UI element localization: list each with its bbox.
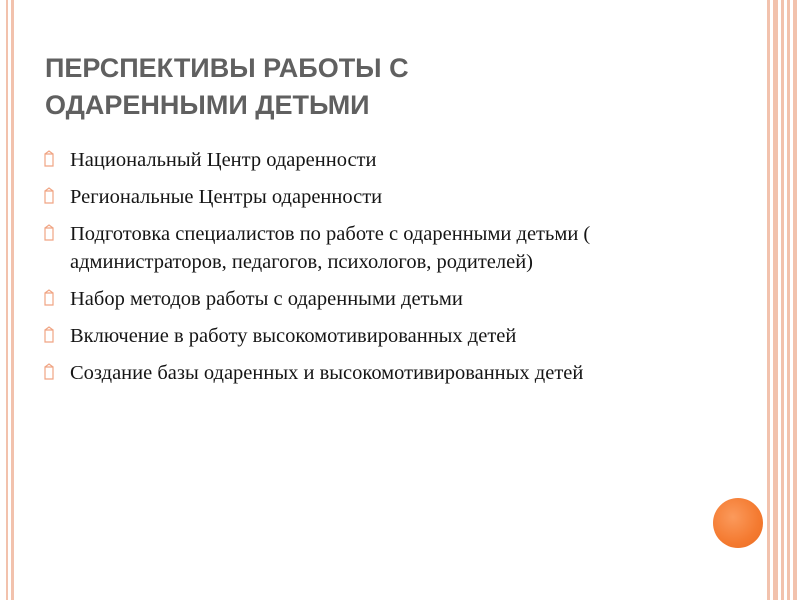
bullet-text: Набор методов работы с одаренными детьми [70, 288, 463, 310]
bullet-item [42, 322, 702, 350]
open-bullet-icon [42, 285, 58, 323]
accent-dot [713, 498, 763, 548]
frame-line-left [6, 0, 8, 600]
open-bullet-icon [42, 322, 58, 360]
bullet-text: Региональные Центры одаренности [70, 186, 383, 208]
open-bullet-icon [42, 220, 58, 258]
frame-line-right [773, 0, 778, 600]
open-bullet-icon [42, 359, 58, 397]
frame-line-right [781, 0, 784, 600]
bullet-item [42, 220, 702, 276]
bullet-item [42, 146, 702, 174]
bullet-text: Включение в работу высокомотивированных детей [70, 325, 517, 347]
frame-line-right [767, 0, 770, 600]
frame-line-right [793, 0, 797, 600]
frame-line-left [11, 0, 14, 600]
bullet-text: Национальный Центр одаренности [70, 149, 377, 171]
slide-title: ПЕРСПЕКТИВЫ РАБОТЫ С ОДАРЕННЫМИ ДЕТЬМИ [45, 53, 409, 120]
frame-line-right [787, 0, 790, 600]
bullet-item [42, 359, 702, 387]
bullet-list [42, 146, 702, 396]
open-bullet-icon [42, 146, 58, 184]
bullet-item [42, 183, 702, 211]
bullet-text: Подготовка специалистов по работе с одаренными детьми ( администраторов, педагогов, психологов, родителей) [70, 223, 591, 273]
open-bullet-icon [42, 183, 58, 221]
bullet-text: Создание базы одаренных и высокомотивированных детей [70, 362, 584, 384]
bullet-item [42, 285, 702, 313]
